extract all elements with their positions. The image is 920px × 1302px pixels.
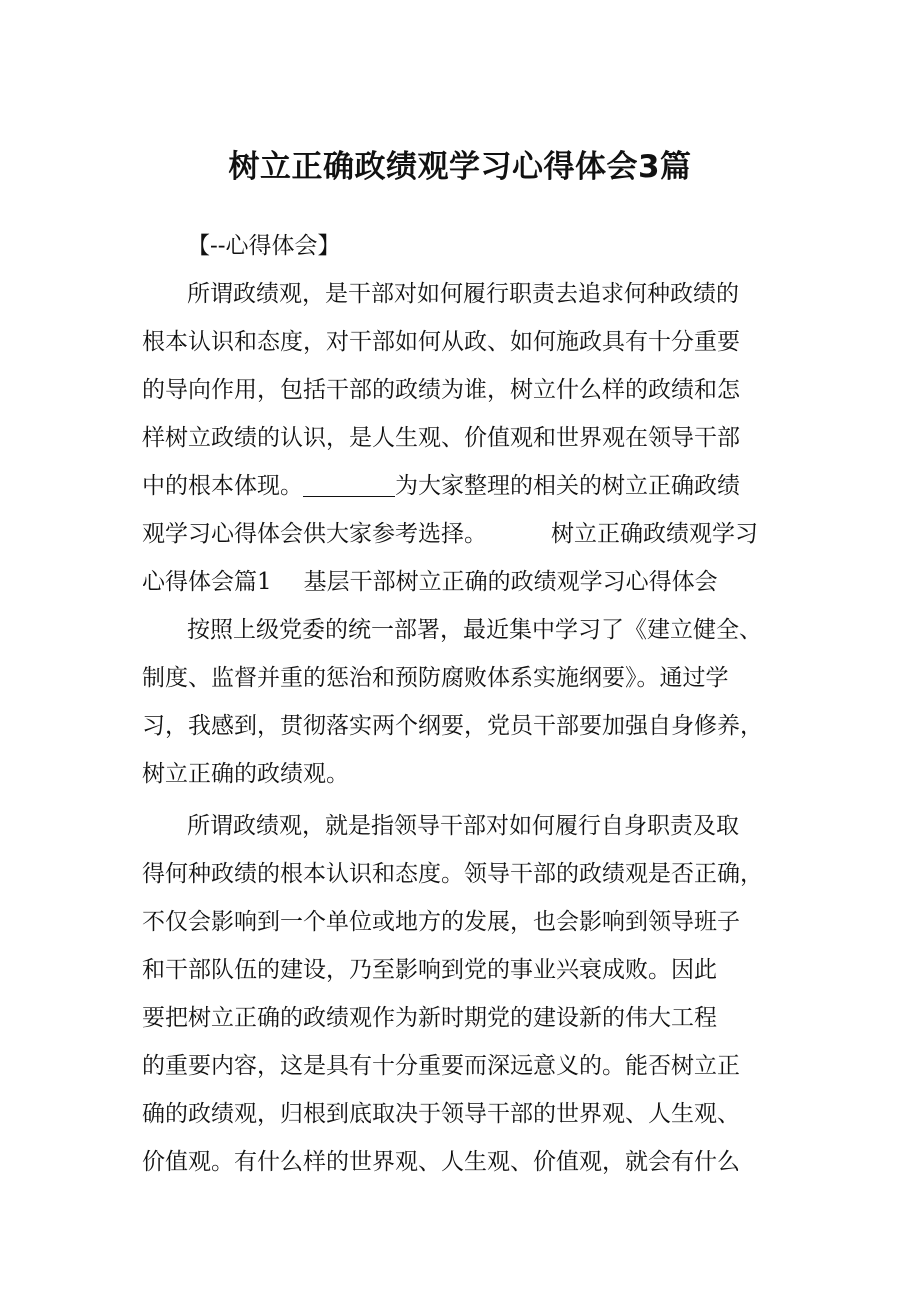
paragraph-line: 价值观。有什么样的世界观、人生观、价值观，就会有什么 bbox=[142, 1149, 740, 1175]
paragraph-line: 习，我感到，贯彻落实两个纲要，党员干部要加强自身修养， bbox=[142, 713, 763, 739]
section-subtitle: 基层干部树立正确的政绩观学习心得体会 bbox=[303, 569, 718, 595]
paragraph-line bbox=[142, 562, 718, 602]
paragraph-line: 制度、监督并重的惩治和预防腐败体系实施纲要》。通过学 bbox=[142, 665, 729, 691]
paragraph-line: 所谓政绩观，是干部对如何履行职责去追求何种政绩的 bbox=[187, 281, 739, 307]
paragraph-line: 不仅会影响到一个单位或地方的发展，也会影响到领导班子 bbox=[142, 909, 740, 935]
paragraph-line bbox=[142, 466, 740, 506]
document-title: 树立正确政绩观学习心得体会3篇 bbox=[228, 149, 692, 185]
paragraph-line: 按照上级党委的统一部署，最近集中学习了《建立健全、 bbox=[187, 617, 762, 643]
paragraph-line: 所谓政绩观，就是指领导干部对如何履行自身职责及取 bbox=[187, 813, 739, 839]
paragraph-line: 确的政绩观，归根到底取决于领导干部的世界观、人生观、 bbox=[142, 1101, 740, 1127]
paragraph-text: 为大家整理的相关的树立正确政绩 bbox=[395, 473, 740, 499]
paragraph-line: 根本认识和态度，对干部如何从政、如何施政具有十分重要 bbox=[142, 329, 740, 355]
paragraph-line: 和干部队伍的建设，乃至影响到党的事业兴衰成败。因此 bbox=[142, 957, 717, 983]
paragraph-line: 的重要内容，这是具有十分重要而深远意义的。能否树立正 bbox=[142, 1053, 740, 1079]
paragraph-line bbox=[142, 514, 758, 554]
section-heading: 树立正确政绩观学习 bbox=[551, 521, 758, 547]
paragraph-line: 要把树立正确的政绩观作为新时期党的建设新的伟大工程 bbox=[142, 1005, 717, 1031]
paragraph-text: 观学习心得体会供大家参考选择。 bbox=[142, 521, 487, 547]
category-tag: 【--心得体会】 bbox=[187, 233, 341, 259]
paragraph-line: 的导向作用，包括干部的政绩为谁，树立什么样的政绩和怎 bbox=[142, 377, 740, 403]
paragraph-line: 树立正确的政绩观。 bbox=[142, 761, 349, 787]
section-heading: 心得体会篇1 bbox=[142, 569, 272, 595]
paragraph-line: 得何种政绩的根本认识和态度。领导干部的政绩观是否正确， bbox=[142, 861, 763, 887]
blank-underline bbox=[303, 470, 395, 497]
paragraph-text: 中的根本体现。 bbox=[142, 473, 303, 499]
paragraph-line: 样树立政绩的认识，是人生观、价值观和世界观在领导干部 bbox=[142, 425, 740, 451]
